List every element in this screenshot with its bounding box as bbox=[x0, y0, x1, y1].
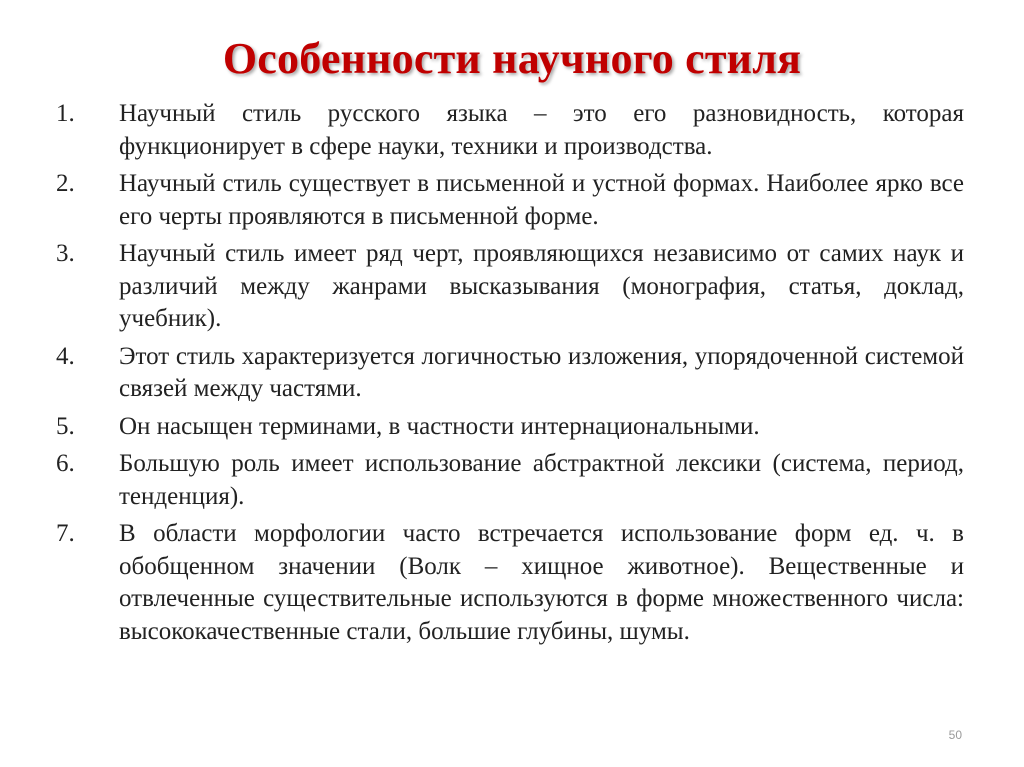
list-item-number: 5. bbox=[56, 412, 75, 440]
list-item bbox=[0, 448, 1024, 513]
list-item-text: Научный стиль русского языка – это его разновидность, которая функционирует в сфере науки, техники и производства. bbox=[119, 100, 964, 160]
content-list bbox=[0, 98, 1024, 653]
list-item-number: 6. bbox=[56, 450, 75, 477]
list-item-text: Научный стиль имеет ряд черт, проявляющихся независимо от самих наук и различий между жанрами высказывания (монография, статья, доклад, учебник). bbox=[119, 240, 964, 332]
list-item bbox=[0, 238, 1024, 336]
list-item-number: 4. bbox=[56, 342, 75, 370]
list-item-number: 2. bbox=[56, 170, 75, 197]
list-item bbox=[0, 168, 1024, 233]
list-item-number: 7. bbox=[56, 520, 75, 547]
list-item bbox=[0, 411, 1024, 444]
list-item-text: Научный стиль существует в письменной и устной формах. Наиболее ярко все его черты проявляются в письменной форме. bbox=[119, 170, 964, 230]
list-item-text: Он насыщен терминами, в частности интернациональными. bbox=[119, 412, 760, 440]
list-item-number: 1. bbox=[56, 100, 75, 127]
list-item bbox=[0, 518, 1024, 648]
list-item-number: 3. bbox=[56, 240, 75, 267]
list-item-text: Этот стиль характеризуется логичностью изложения, упорядоченной системой связей между частями. bbox=[119, 342, 964, 402]
list-item bbox=[0, 341, 1024, 406]
list-item bbox=[0, 98, 1024, 163]
slide-title: Особенности научного стиля bbox=[222, 34, 802, 83]
list-item-text: В области морфологии часто встречается использование форм ед. ч. в обобщенном значении (Волк – хищное животное). Вещественные и отвлеченные существительные используются в форме множественного числа: высококачественные стали, большие глубины, шумы. bbox=[119, 520, 964, 645]
list-item-text: Большую роль имеет использование абстрактной лексики (система, период, тенденция). bbox=[119, 450, 964, 510]
page-number: 50 bbox=[948, 728, 962, 742]
